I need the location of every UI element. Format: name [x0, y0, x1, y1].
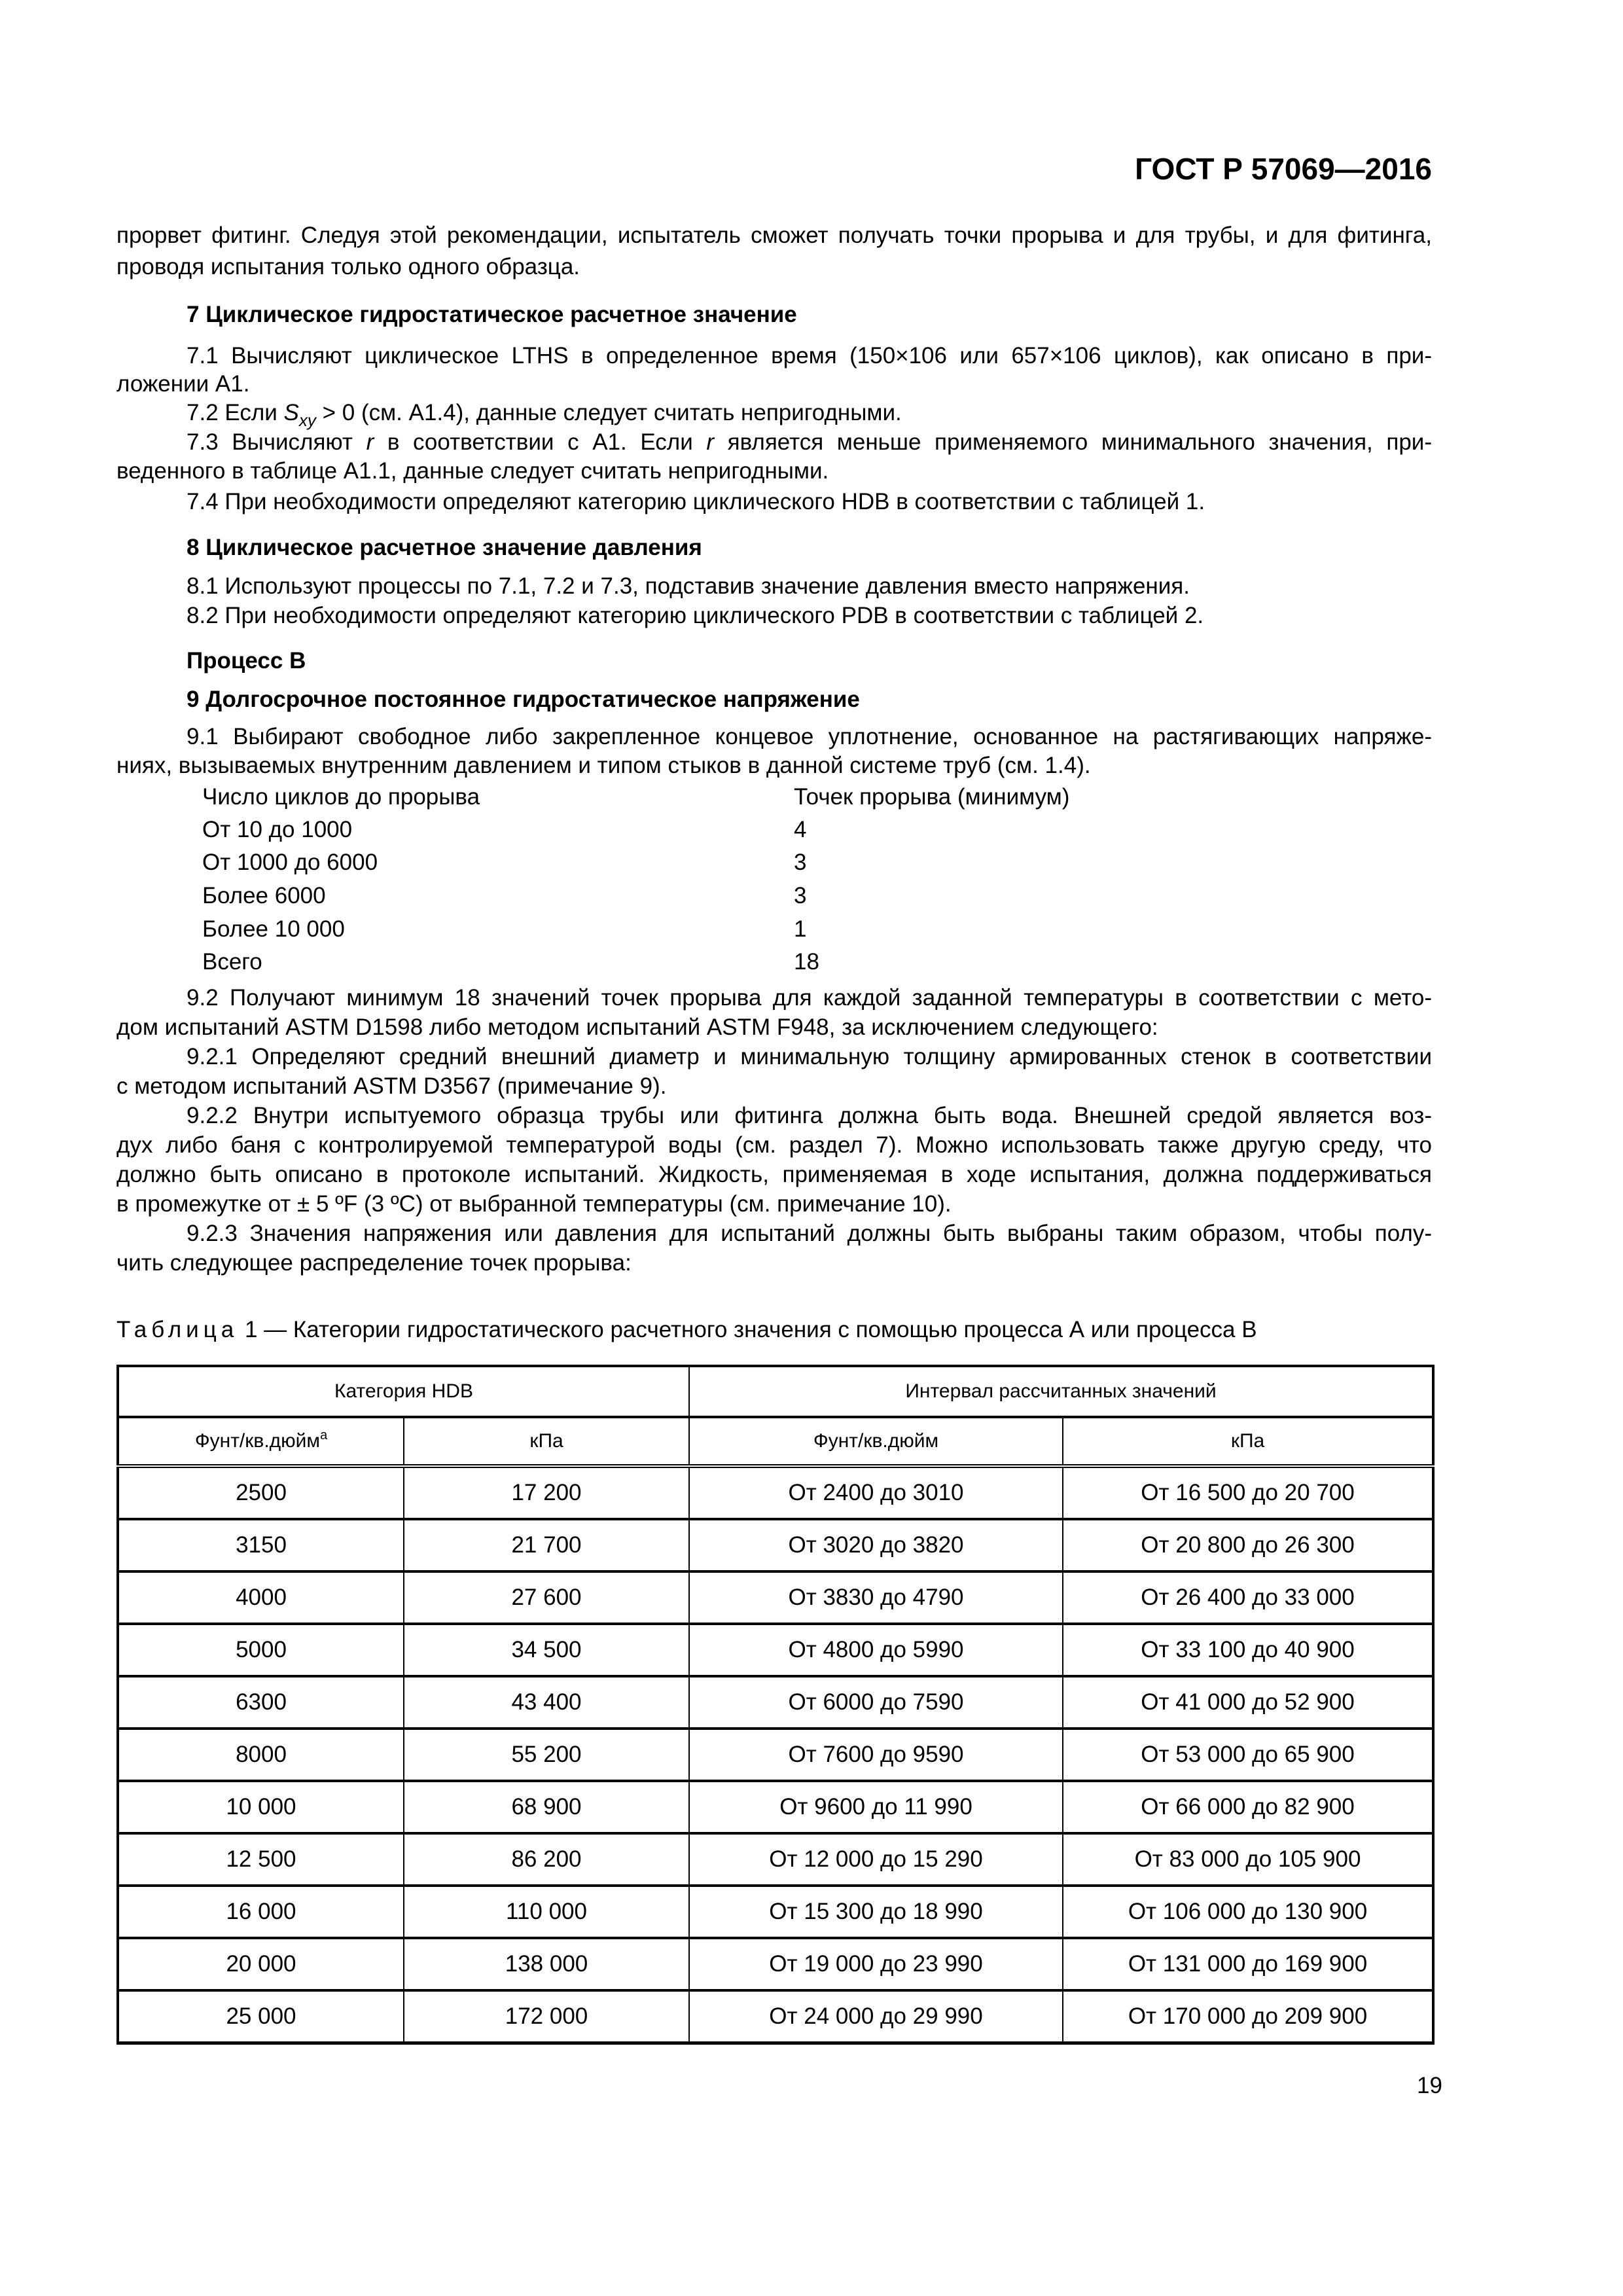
breakdown-points: 3: [794, 883, 807, 908]
table-row: [118, 1990, 1433, 2043]
cell-kpa-range: От 66 000 до 82 900: [1063, 1781, 1433, 1833]
cell-kpa: 55 200: [404, 1729, 689, 1781]
cell-psi-range: От 3830 до 4790: [689, 1571, 1063, 1624]
paragraph-line: прорвет фитинг. Следуя этой рекомендации, испытатель сможет получать точки прорыва и для трубы, и для фитинга,: [116, 223, 1432, 248]
cell-psi-range: От 12 000 до 15 290: [689, 1833, 1063, 1886]
cell-psi-range: От 4800 до 5990: [689, 1624, 1063, 1676]
cell-psi-range: От 19 000 до 23 990: [689, 1938, 1063, 1990]
cell-kpa-range: От 170 000 до 209 900: [1063, 1990, 1433, 2043]
cell-kpa: 68 900: [404, 1781, 689, 1833]
paragraph-7-1-line: 7.1 Вычисляют циклическое LTHS в определенное время (150×106 или 657×106 циклов), как описано в при-: [187, 343, 1432, 368]
table-caption-text: 1 — Категории гидростатического расчетного значения с помощью процесса А или процесса В: [238, 1317, 1257, 1342]
table-row: [118, 1676, 1433, 1729]
cell-kpa-range: От 26 400 до 33 000: [1063, 1571, 1433, 1624]
cell-kpa: 21 700: [404, 1519, 689, 1571]
cell-psi: 12 500: [118, 1833, 404, 1886]
table-row: [118, 1886, 1433, 1938]
cell-psi: 20 000: [118, 1938, 404, 1990]
paragraph-8-1: 8.1 Используют процессы по 7.1, 7.2 и 7.3, подставив значение давления вместо напряжения.: [187, 573, 1190, 599]
paragraph-9-1-line: ниях, вызываемых внутренним давлением и типом стыков в данной системе труб (см. 1.4).: [116, 753, 1091, 778]
paragraph-line: проводя испытания только одного образца.: [116, 254, 580, 279]
cell-kpa-range: От 106 000 до 130 900: [1063, 1886, 1433, 1938]
paragraph-7-3-line: 7.3 Вычисляют r в соответствии с А1. Если r является меньше применяемого минимального значения, при-: [187, 429, 1432, 455]
document-standard-id: ГОСТ Р 57069—2016: [1135, 152, 1432, 186]
cell-psi-range: От 9600 до 11 990: [689, 1781, 1063, 1833]
variable-s: S: [283, 400, 299, 425]
cell-psi: 16 000: [118, 1886, 404, 1938]
paragraph-7-3-line: веденного в таблице А1.1, данные следует считать непригодными.: [116, 458, 829, 484]
table-row: [118, 1729, 1433, 1781]
table-caption: [116, 1316, 1257, 1344]
paragraph-8-2: 8.2 При необходимости определяют категорию циклического PDB в соответствии с таблицей 2.: [187, 603, 1204, 628]
paragraph-9-2-1-line: 9.2.1 Определяют средний внешний диаметр и минимальную толщину армированных стенок в соответствии: [187, 1044, 1432, 1069]
paragraph-7-4: 7.4 При необходимости определяют категорию циклического HDB в соответствии с таблицей 1.: [187, 489, 1205, 514]
cell-psi: 2500: [118, 1466, 404, 1519]
cell-psi-range: От 6000 до 7590: [689, 1676, 1063, 1729]
cell-kpa: 138 000: [404, 1938, 689, 1990]
cell-kpa-range: От 131 000 до 169 900: [1063, 1938, 1433, 1990]
breakdown-points: 4: [794, 817, 807, 842]
cell-kpa: 27 600: [404, 1571, 689, 1624]
cell-kpa: 110 000: [404, 1886, 689, 1938]
col-header-psi-range: Фунт/кв.дюйм: [689, 1417, 1063, 1466]
paragraph-9-2-line: 9.2 Получают минимум 18 значений точек прорыва для каждой заданной температуры в соответствии с мето-: [187, 985, 1432, 1011]
cell-kpa: 43 400: [404, 1676, 689, 1729]
cell-kpa: 17 200: [404, 1466, 689, 1519]
cell-psi: 4000: [118, 1571, 404, 1624]
table-column-header-row: [118, 1417, 1433, 1466]
breakdown-cycles: Более 10 000: [202, 916, 345, 942]
breakdown-cycles: От 10 до 1000: [202, 817, 353, 842]
paragraph-9-2-2-line: в промежутке от ± 5 ºF (3 ºС) от выбранной температуры (см. примечание 10).: [116, 1191, 952, 1217]
paragraph-7-2: 7.2 Если $S_{xy} > 0$ (см. А1.4), данные следует считать непригодными.: [187, 400, 902, 430]
cell-psi-range: От 2400 до 3010: [689, 1466, 1063, 1519]
paragraph-9-2-3-line: чить следующее распределение точек прорыва:: [116, 1250, 632, 1276]
table-row: [118, 1781, 1433, 1833]
cell-kpa-range: От 53 000 до 65 900: [1063, 1729, 1433, 1781]
cell-psi-range: От 3020 до 3820: [689, 1519, 1063, 1571]
paragraph-9-2-2-line: 9.2.2 Внутри испытуемого образца трубы или фитинга должна быть вода. Внешней средой является воз-: [187, 1103, 1432, 1128]
col-header-kpa: кПа: [404, 1417, 689, 1466]
table-group-header-row: [118, 1366, 1433, 1417]
paragraph-9-2-3-line: 9.2.3 Значения напряжения или давления для испытаний должны быть выбраны таким образом, чтобы полу-: [187, 1221, 1432, 1246]
group-header-hdb-category: Категория HDB: [118, 1366, 689, 1417]
cell-kpa: 172 000: [404, 1990, 689, 2043]
table-row: [118, 1624, 1433, 1676]
breakdown-header-cycles: Число циклов до прорыва: [202, 784, 480, 810]
footnote-mark: a: [320, 1428, 328, 1443]
cell-kpa-range: От 41 000 до 52 900: [1063, 1676, 1433, 1729]
cell-kpa: 34 500: [404, 1624, 689, 1676]
section-8-heading: 8 Циклическое расчетное значение давления: [187, 535, 702, 560]
breakdown-points: 3: [794, 850, 807, 875]
paragraph-7-1-line: ложении А1.: [116, 371, 250, 397]
cell-psi: 3150: [118, 1519, 404, 1571]
table-row: [118, 1833, 1433, 1886]
variable-subscript-xy: xy: [298, 410, 316, 430]
col-header-psi: Фунт/кв.дюйм$^a$: [118, 1417, 404, 1466]
breakdown-total-value: 18: [794, 949, 819, 975]
cell-psi: 5000: [118, 1624, 404, 1676]
table-row: [118, 1938, 1433, 1990]
breakdown-points: 1: [794, 916, 807, 942]
breakdown-total-label: Всего: [202, 949, 262, 975]
cell-psi: 8000: [118, 1729, 404, 1781]
breakdown-cycles: От 1000 до 6000: [202, 850, 378, 875]
cell-psi: 25 000: [118, 1990, 404, 2043]
paragraph-9-2-line: дом испытаний ASTM D1598 либо методом испытаний ASTM F948, за исключением следующего:: [116, 1014, 1158, 1040]
section-9-heading: 9 Долгосрочное постоянное гидростатическое напряжение: [187, 687, 860, 712]
col-header-kpa-range: кПа: [1063, 1417, 1433, 1466]
paragraph-9-2-2-line: должно быть описано в протоколе испытаний. Жидкость, применяемая в ходе испытания, должна поддерживаться: [116, 1162, 1432, 1187]
table-caption-label: Таблица: [116, 1317, 239, 1342]
paragraph-9-1-line: 9.1 Выбирают свободное либо закрепленное концевое уплотнение, основанное на растягивающих напряже-: [187, 724, 1432, 749]
cell-psi: 6300: [118, 1676, 404, 1729]
breakdown-cycles: Более 6000: [202, 883, 326, 908]
table-row: [118, 1466, 1433, 1519]
cell-psi-range: От 24 000 до 29 990: [689, 1990, 1063, 2043]
cell-kpa-range: От 33 100 до 40 900: [1063, 1624, 1433, 1676]
section-7-heading: 7 Циклическое гидростатическое расчетное значение: [187, 302, 797, 327]
group-header-calculated-interval: Интервал рассчитанных значений: [689, 1366, 1433, 1417]
page-number: 19: [1417, 2073, 1442, 2098]
hdb-category-table: [116, 1365, 1435, 2045]
paragraph-9-2-2-line: дух либо баня с контролируемой температурой воды (см. раздел 7). Можно использовать также другую среду, что: [116, 1132, 1432, 1158]
cell-psi-range: От 15 300 до 18 990: [689, 1886, 1063, 1938]
cell-kpa: 86 200: [404, 1833, 689, 1886]
breakdown-header-points: Точек прорыва (минимум): [794, 784, 1070, 810]
table-row: [118, 1571, 1433, 1624]
cell-kpa-range: От 16 500 до 20 700: [1063, 1466, 1433, 1519]
cell-kpa-range: От 83 000 до 105 900: [1063, 1833, 1433, 1886]
paragraph-9-2-1-line: с методом испытаний ASTM D3567 (примечание 9).: [116, 1073, 667, 1099]
cell-kpa-range: От 20 800 до 26 300: [1063, 1519, 1433, 1571]
cell-psi: 10 000: [118, 1781, 404, 1833]
cell-psi-range: От 7600 до 9590: [689, 1729, 1063, 1781]
process-b-heading: Процесс В: [187, 648, 306, 673]
table-row: [118, 1519, 1433, 1571]
